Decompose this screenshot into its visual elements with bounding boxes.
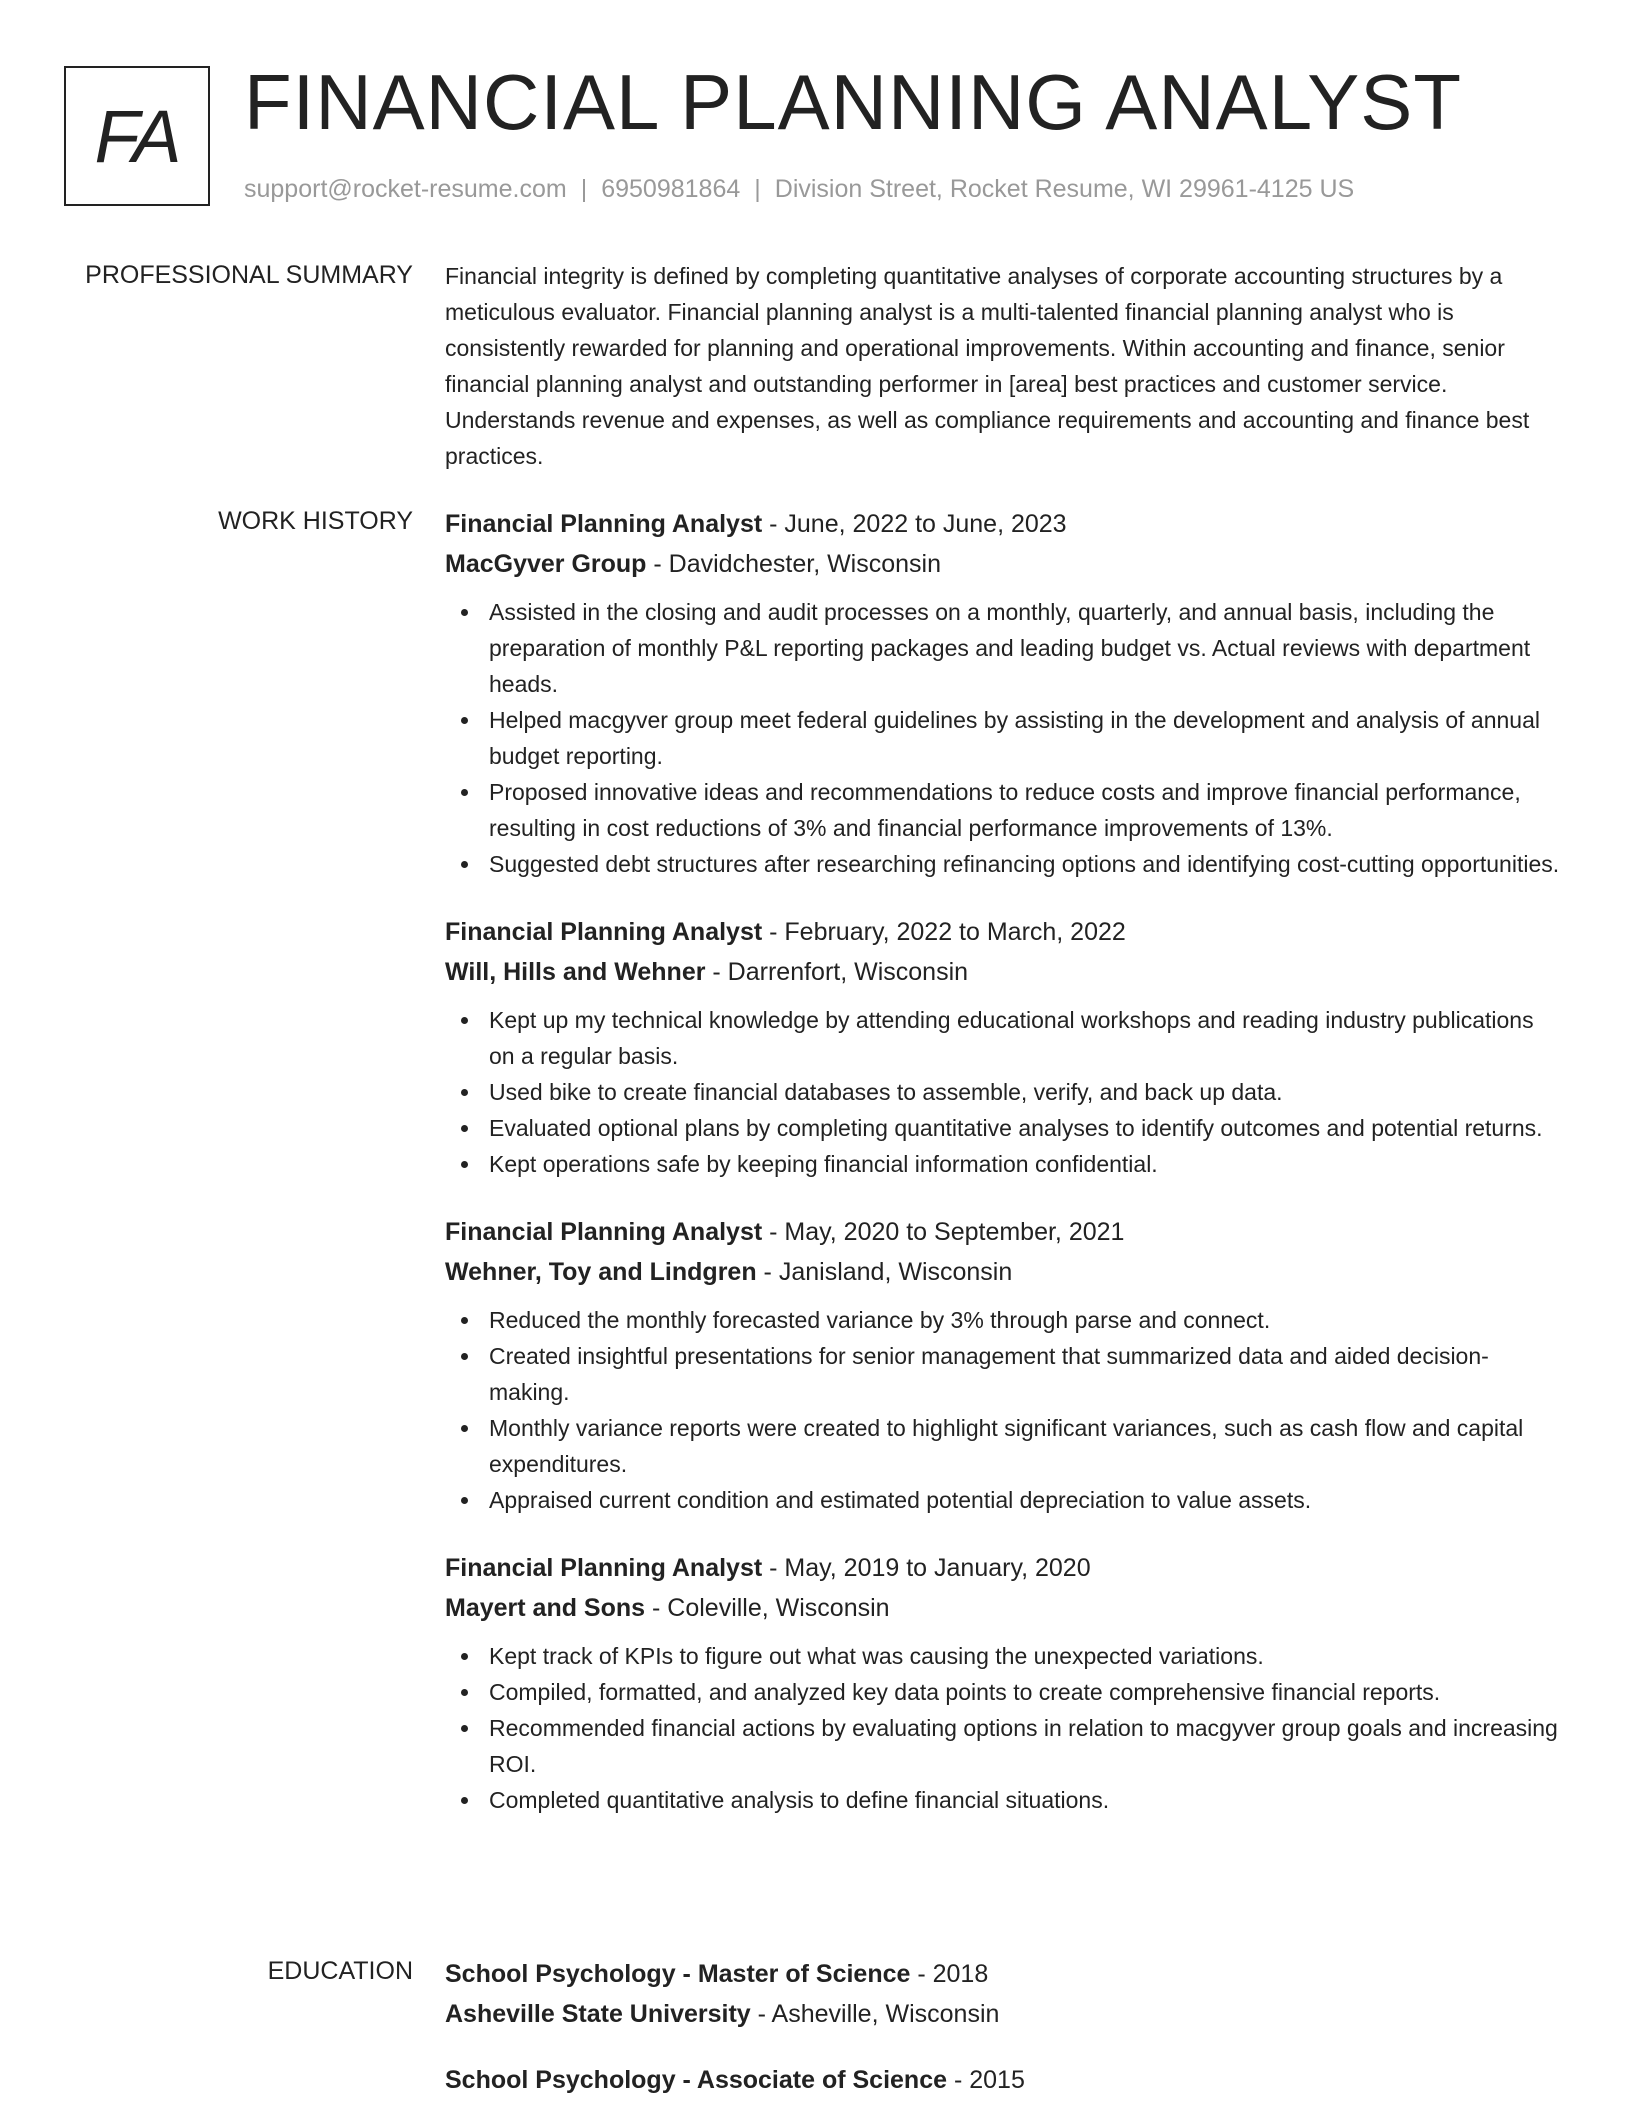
job-company-line <box>445 544 1560 584</box>
job-company-line <box>445 1588 1560 1628</box>
job-bullet: Proposed innovative ideas and recommendations to reduce costs and improve financial performance, resulting in cost reductions of 3% and financial performance improvements of 13%. <box>445 774 1560 846</box>
summary-text: Financial integrity is defined by completing quantitative analyses of corporate accounting structures by a meticulous evaluator. Financial planning analyst is a multi-talented financial planning analyst who is consistently rewarded for planning and operational improvements. Within accounting and finance, senior financial planning analyst and outstanding performer in [area] best practices and customer service. Understands revenue and expenses, as well as compliance requirements and accounting and finance best practices. <box>445 263 1530 469</box>
job-bullets <box>445 1638 1560 1818</box>
job-bullet: Used bike to create financial databases to assemble, verify, and back up data. <box>445 1074 1560 1110</box>
education-entry <box>445 2060 1560 2100</box>
job-bullets <box>445 1002 1560 1182</box>
job-entry <box>445 912 1560 1182</box>
job-title-line <box>445 912 1560 952</box>
education-label: EDUCATION <box>267 1957 413 1985</box>
job-bullets <box>445 594 1560 882</box>
job-bullet: Kept operations safe by keeping financial information confidential. <box>445 1146 1560 1182</box>
education-year: - 2018 <box>910 1960 989 1988</box>
education-location: - Asheville, Wisconsin <box>750 2000 1000 2028</box>
job-bullet: Recommended financial actions by evaluating options in relation to macgyver group goals and increasing ROI. <box>445 1710 1560 1782</box>
job-entry <box>445 1548 1560 1818</box>
education-year: - 2015 <box>947 2066 1025 2094</box>
job-location: - Coleville, Wisconsin <box>645 1594 890 1622</box>
job-dates: - June, 2022 to June, 2023 <box>762 510 1067 538</box>
job-bullet: Kept up my technical knowledge by attending educational workshops and reading industry publications on a regular basis. <box>445 1002 1560 1074</box>
job-bullet: Compiled, formatted, and analyzed key data points to create comprehensive financial reports. <box>445 1674 1560 1710</box>
job-dates: - May, 2019 to January, 2020 <box>762 1554 1091 1582</box>
summary-body <box>445 258 1560 474</box>
job-bullet: Monthly variance reports were created to highlight significant variances, such as cash flow and capital expenditures. <box>445 1410 1560 1482</box>
job-company: Will, Hills and Wehner <box>445 958 706 986</box>
contact-separator: | <box>580 175 588 203</box>
education-degree-line <box>445 2060 1560 2100</box>
job-bullet: Evaluated optional plans by completing quantitative analyses to identify outcomes and potential returns. <box>445 1110 1560 1146</box>
job-bullet: Assisted in the closing and audit processes on a monthly, quarterly, and annual basis, including the preparation of monthly P&L reporting packages and leading budget vs. Actual reviews with department heads. <box>445 594 1560 702</box>
job-bullet: Suggested debt structures after researching refinancing options and identifying cost-cutting opportunities. <box>445 846 1560 882</box>
job-location: - Janisland, Wisconsin <box>756 1258 1013 1286</box>
work-history-body <box>445 504 1560 1848</box>
contact-separator: | <box>754 175 761 203</box>
job-title: Financial Planning Analyst <box>445 510 763 538</box>
job-title: Financial Planning Analyst <box>445 1218 763 1246</box>
resume-title: FINANCIAL PLANNING ANALYST <box>244 58 1462 146</box>
job-location: - Davidchester, Wisconsin <box>646 550 941 578</box>
job-bullet: Created insightful presentations for senior management that summarized data and aided decision-making. <box>445 1338 1560 1410</box>
job-title-line <box>445 1548 1560 1588</box>
contact-line <box>244 174 1354 204</box>
monogram-initials: FA <box>94 94 180 178</box>
summary-label: PROFESSIONAL SUMMARY <box>85 261 413 289</box>
contact-phone[interactable]: 6950981864 <box>601 175 741 203</box>
work-history-label: WORK HISTORY <box>218 507 413 535</box>
job-title: Financial Planning Analyst <box>445 1554 763 1582</box>
job-company: Wehner, Toy and Lindgren <box>445 1258 757 1286</box>
job-location: - Darrenfort, Wisconsin <box>705 958 969 986</box>
contact-email[interactable]: support@rocket-resume.com <box>244 175 567 203</box>
job-company-line <box>445 1252 1560 1292</box>
job-title: Financial Planning Analyst <box>445 918 763 946</box>
job-bullet: Kept track of KPIs to figure out what was causing the unexpected variations. <box>445 1638 1560 1674</box>
job-entry <box>445 504 1560 882</box>
job-bullets <box>445 1302 1560 1518</box>
education-degree-line <box>445 1954 1560 1994</box>
education-school: Asheville State University <box>445 2000 751 2028</box>
job-bullet: Appraised current condition and estimated potential depreciation to value assets. <box>445 1482 1560 1518</box>
job-bullet: Helped macgyver group meet federal guidelines by assisting in the development and analysis of annual budget reporting. <box>445 702 1560 774</box>
job-dates: - February, 2022 to March, 2022 <box>762 918 1126 946</box>
job-company: Mayert and Sons <box>445 1594 646 1622</box>
job-bullet: Reduced the monthly forecasted variance by 3% through parse and connect. <box>445 1302 1560 1338</box>
job-entry <box>445 1212 1560 1518</box>
job-bullet: Completed quantitative analysis to define financial situations. <box>445 1782 1560 1818</box>
job-company: MacGyver Group <box>445 550 647 578</box>
contact-address: Division Street, Rocket Resume, WI 29961-4125 US <box>774 175 1355 203</box>
education-entry <box>445 1954 1560 2034</box>
education-degree: School Psychology - Master of Science <box>445 1960 911 1988</box>
monogram-box <box>64 66 210 206</box>
job-company-line <box>445 952 1560 992</box>
education-body <box>445 1954 1560 2126</box>
job-title-line <box>445 504 1560 544</box>
job-title-line <box>445 1212 1560 1252</box>
education-degree: School Psychology - Associate of Science <box>445 2066 948 2094</box>
job-dates: - May, 2020 to September, 2021 <box>762 1218 1125 1246</box>
education-school-line <box>445 1994 1560 2034</box>
